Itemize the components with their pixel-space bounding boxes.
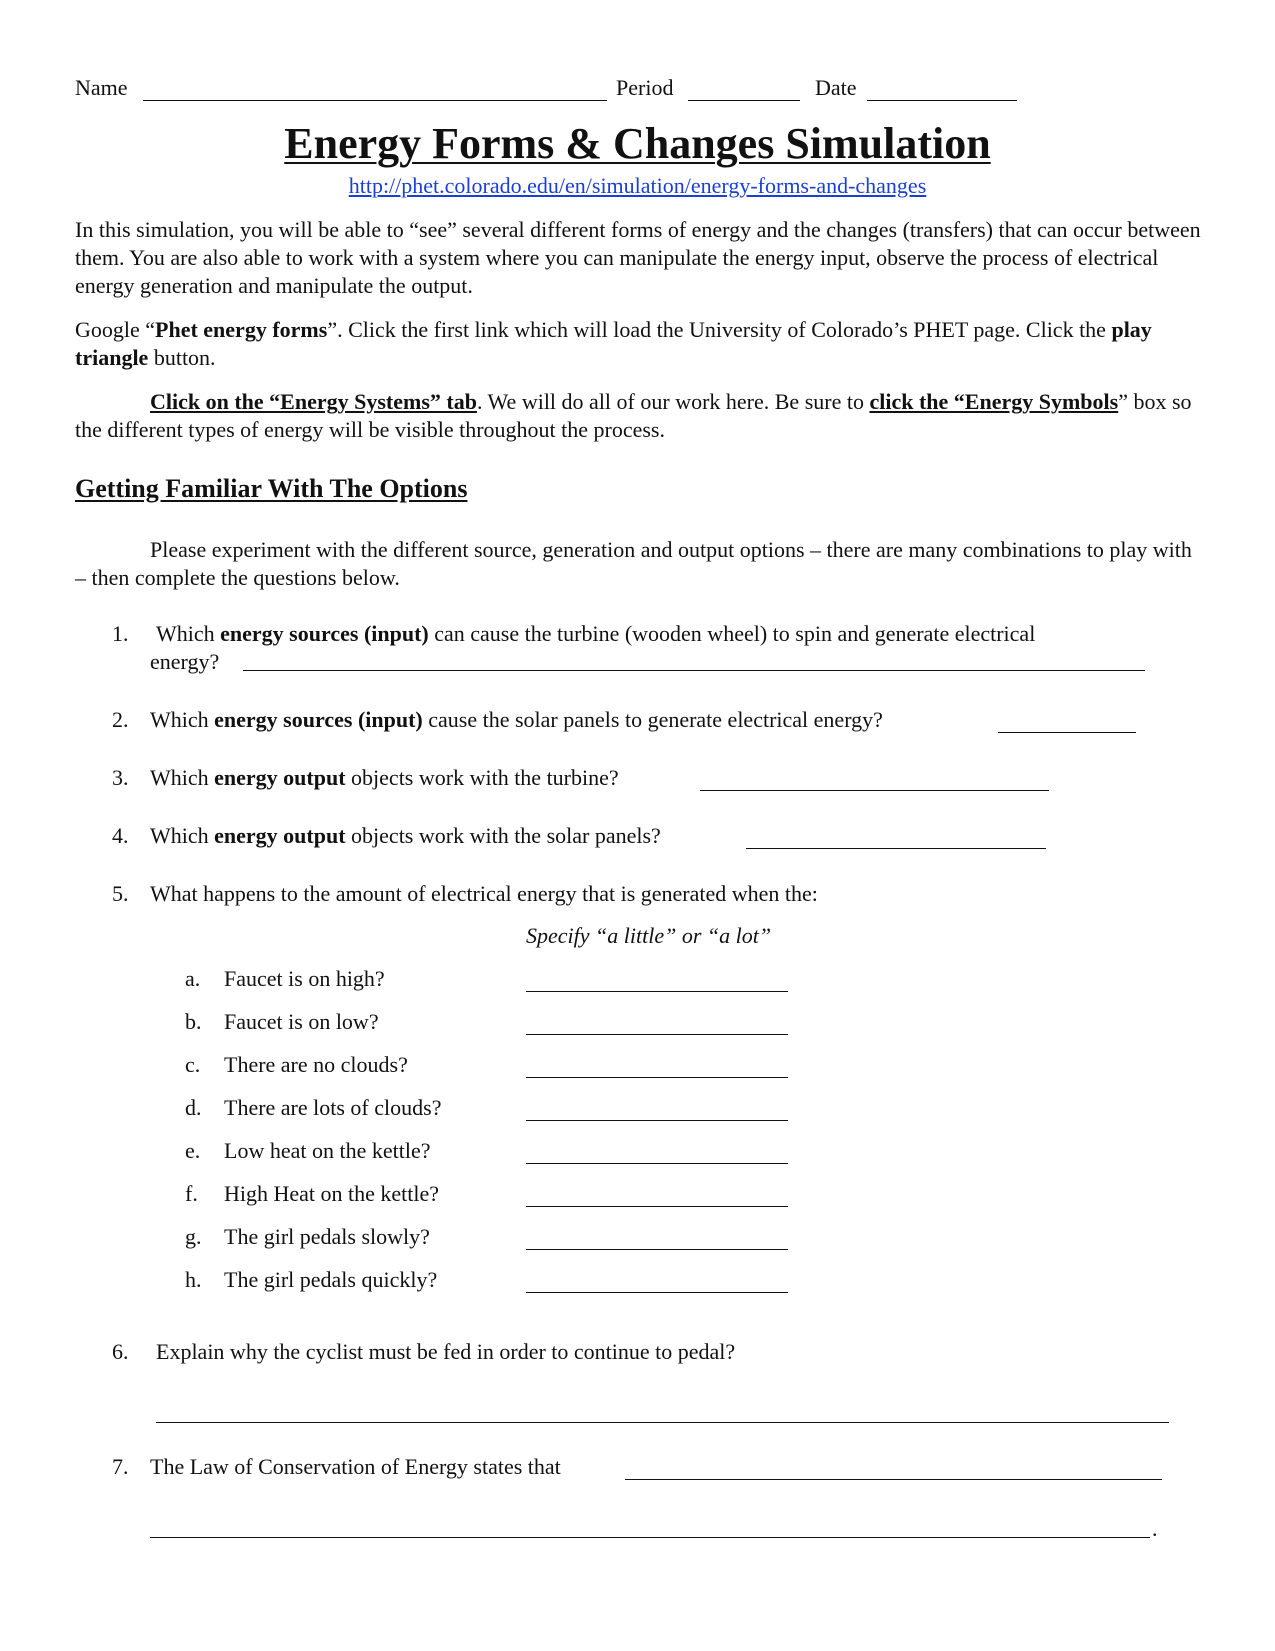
sub-question-answer-line[interactable] — [526, 1012, 788, 1035]
sub-question-answer-line[interactable] — [526, 1055, 788, 1078]
sub-question-text: Faucet is on high? — [224, 966, 385, 991]
q7-answer-line-1[interactable] — [625, 1457, 1162, 1480]
google-text-2: ”. Click the first link which will load the University of Colorado’s PHET page. Click the — [327, 317, 1112, 342]
sub-question-answer-line[interactable] — [526, 1227, 788, 1250]
tab-instructions — [75, 388, 1205, 444]
sub-question-letter: b. — [185, 1009, 202, 1034]
sub-question-answer-line[interactable] — [526, 1184, 788, 1207]
sub-question-letter: e. — [185, 1138, 201, 1163]
sub-question-letter: f. — [185, 1181, 198, 1206]
q6-text: Explain why the cyclist must be fed in order to continue to pedal? — [156, 1339, 736, 1364]
q1-text: Which energy sources (input) can cause the turbine (wooden wheel) to spin and generate electrical — [156, 621, 1036, 646]
sub-question-letter: g. — [185, 1224, 202, 1249]
q7-answer-line-2[interactable] — [150, 1515, 1150, 1538]
sub-question-text: There are lots of clouds? — [224, 1095, 442, 1120]
experiment-instructions: Please experiment with the different source, generation and output options – there are many combinations to play with – then complete the questions below. — [75, 537, 1192, 590]
q4-text: Which energy output objects work with the solar panels? — [150, 823, 661, 848]
q3-answer-line[interactable] — [700, 768, 1049, 791]
specify-note: Specify “a little” or “a lot” — [526, 923, 772, 948]
sub-question-letter: h. — [185, 1267, 202, 1292]
q1-cont: energy? — [150, 649, 220, 674]
play-triangle-label: play triangle — [75, 317, 1152, 370]
q3-text: Which energy output objects work with the turbine? — [150, 765, 619, 790]
q2-text: Which energy sources (input) cause the solar panels to generate electrical energy? — [150, 707, 883, 732]
q2-answer-line[interactable] — [998, 710, 1136, 733]
sub-question-letter: a. — [185, 966, 201, 991]
sub-question-text: Low heat on the kettle? — [224, 1138, 431, 1163]
name-label: Name — [75, 75, 128, 100]
section-heading: Getting Familiar With The Options — [75, 474, 468, 503]
q7-period: . — [1152, 1516, 1158, 1541]
sub-question-letter: d. — [185, 1095, 202, 1120]
simulation-link[interactable]: http://phet.colorado.edu/en/simulation/energy-forms-and-changes — [348, 173, 927, 198]
google-instructions — [75, 316, 1205, 372]
q1-answer-line[interactable] — [243, 648, 1145, 671]
tab-text-2: ” box so the different types of energy will be visible throughout the process. — [75, 389, 1192, 442]
tab-text-1: . We will do all of our work here. Be sure to — [476, 389, 870, 414]
q7-number: 7. — [112, 1454, 129, 1479]
q4-answer-line[interactable] — [746, 826, 1046, 849]
page-title: Energy Forms & Changes Simulation — [284, 119, 991, 168]
sub-question-text: Faucet is on low? — [224, 1009, 379, 1034]
sub-question-answer-line[interactable] — [526, 1141, 788, 1164]
date-field[interactable] — [867, 78, 1017, 101]
sub-question-text: There are no clouds? — [224, 1052, 408, 1077]
q4-number: 4. — [112, 823, 129, 848]
q6-number: 6. — [112, 1339, 129, 1364]
name-field[interactable] — [143, 78, 607, 101]
q5-number: 5. — [112, 881, 129, 906]
q3-number: 3. — [112, 765, 129, 790]
google-text-1: Google “ — [75, 317, 156, 342]
q5-text: What happens to the amount of electrical energy that is generated when the: — [150, 881, 818, 906]
date-label: Date — [815, 75, 857, 100]
period-field[interactable] — [688, 78, 800, 101]
energy-systems-tab-instr: Click on the “Energy Systems” tab — [150, 389, 477, 414]
sub-question-answer-line[interactable] — [526, 1098, 788, 1121]
sub-question-text: The girl pedals slowly? — [224, 1224, 430, 1249]
intro-paragraph: In this simulation, you will be able to “see” several different forms of energy and the changes (transfers) that can occur between them. You are also able to work with a system where you can manipulate the energy input, observe the process of electrical energy generation and manipulate the output. — [75, 217, 1201, 298]
sub-question-letter: c. — [185, 1052, 201, 1077]
q2-number: 2. — [112, 707, 129, 732]
period-label: Period — [616, 75, 674, 100]
sub-question-text: High Heat on the kettle? — [224, 1181, 440, 1206]
q1-number: 1. — [112, 621, 129, 646]
energy-symbols-instr: click the “Energy Symbols — [869, 389, 1119, 414]
sub-question-answer-line[interactable] — [526, 1270, 788, 1293]
google-text-3: button. — [148, 345, 216, 370]
q7-text: The Law of Conservation of Energy states that — [150, 1454, 561, 1479]
q6-answer-line[interactable] — [156, 1400, 1169, 1423]
sub-question-text: The girl pedals quickly? — [224, 1267, 438, 1292]
sub-question-answer-line[interactable] — [526, 969, 788, 992]
search-term: Phet energy forms — [155, 317, 328, 342]
